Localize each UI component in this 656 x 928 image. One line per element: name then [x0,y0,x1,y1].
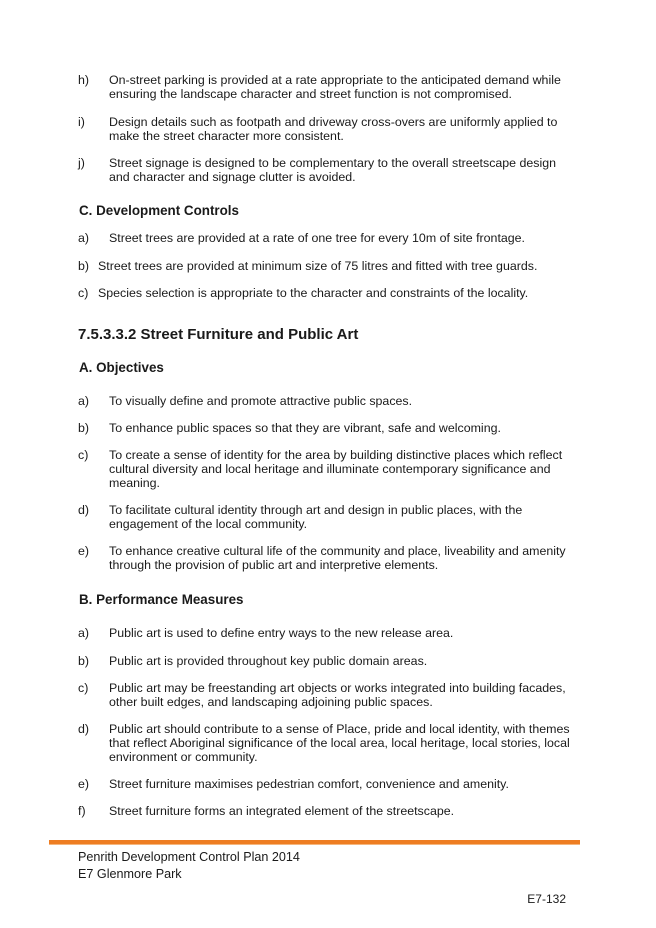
list-item [78,804,578,818]
list-item-text: Street trees are provided at a rate of one tree for every 10m of site frontage. [109,231,525,245]
list-item-label: e) [78,544,90,558]
list-item-label: f) [78,804,86,818]
list-item-text: To facilitate cultural identity through art and design in public places, with the engagement of the local community. [109,503,523,531]
list-item-text: Public art is used to define entry ways to the new release area. [109,626,454,640]
list-item [78,654,578,668]
list-item-label: c) [78,286,89,300]
list-item-label: c) [78,681,89,695]
list-item-text: Design details such as footpath and driveway cross-overs are uniformly applied to make the street character more consistent. [109,115,558,143]
list-item-label: a) [78,626,90,640]
list-item-text: To create a sense of identity for the area by building distinctive places which reflect cultural diversity and local heritage and illuminate contemporary significance and meaning. [109,448,563,490]
list-item-text: Species selection is appropriate to the character and constraints of the locality. [98,286,529,300]
list-item [78,259,578,273]
list-item [78,156,578,184]
list-item [78,681,578,709]
list-item [78,115,578,143]
list-item-label: e) [78,777,90,791]
list-item [78,503,578,531]
list-item-text: To enhance public spaces so that they are vibrant, safe and welcoming. [109,421,501,435]
list-item [78,777,578,791]
list-item-text: Street furniture maximises pedestrian comfort, convenience and amenity. [109,777,509,791]
footer-divider-shadow [49,844,580,845]
list-item-label: a) [78,231,90,245]
list-item [78,626,578,640]
list-item-text: To visually define and promote attractive public spaces. [109,394,413,408]
list-item-label: d) [78,503,90,517]
list-item [78,448,578,490]
list-item [78,231,578,245]
list-item-text: Street signage is designed to be complementary to the overall streetscape design and character and signage clutter is avoided. [109,156,557,184]
footer-section-name: E7 Glenmore Park [78,867,182,881]
list-item-label: c) [78,448,89,462]
list-item-text: On-street parking is provided at a rate appropriate to the anticipated demand while ensuring the landscape character and street function is not compromised. [109,73,561,101]
section-heading: B. Performance Measures [79,592,244,607]
list-item-label: j) [78,156,85,170]
list-item-label: b) [78,654,90,668]
list-item-label: a) [78,394,90,408]
list-item [78,394,578,408]
section-heading: C. Development Controls [79,203,239,218]
page-number: E7-132 [527,892,566,906]
list-item-label: h) [78,73,90,87]
list-item-text: Public art is provided throughout key public domain areas. [109,654,428,668]
list-item-label: d) [78,722,90,736]
list-item [78,722,578,764]
list-item [78,73,578,101]
list-item-label: b) [78,421,90,435]
list-item-text: Public art may be freestanding art objects or works integrated into building facades, other built edges, and landscaping adjoining public spaces. [109,681,566,709]
list-item-text: To enhance creative cultural life of the community and place, liveability and amenity through the provision of public art and interpretive elements. [109,544,566,572]
list-item-text: Public art should contribute to a sense of Place, pride and local identity, with themes that reflect Aboriginal significance of the local area, local heritage, local stories, local environment or community. [109,722,570,764]
footer-doc-title: Penrith Development Control Plan 2014 [78,850,300,864]
section-heading: A. Objectives [79,360,164,375]
list-item [78,421,578,435]
list-item-text: Street trees are provided at minimum size of 75 litres and fitted with tree guards. [98,259,538,273]
list-item [78,286,578,300]
page-title: 7.5.3.3.2 Street Furniture and Public Art [78,326,359,343]
list-item [78,544,578,572]
list-item-label: i) [78,115,85,129]
list-item-text: Street furniture forms an integrated element of the streetscape. [109,804,455,818]
list-item-label: b) [78,259,90,273]
